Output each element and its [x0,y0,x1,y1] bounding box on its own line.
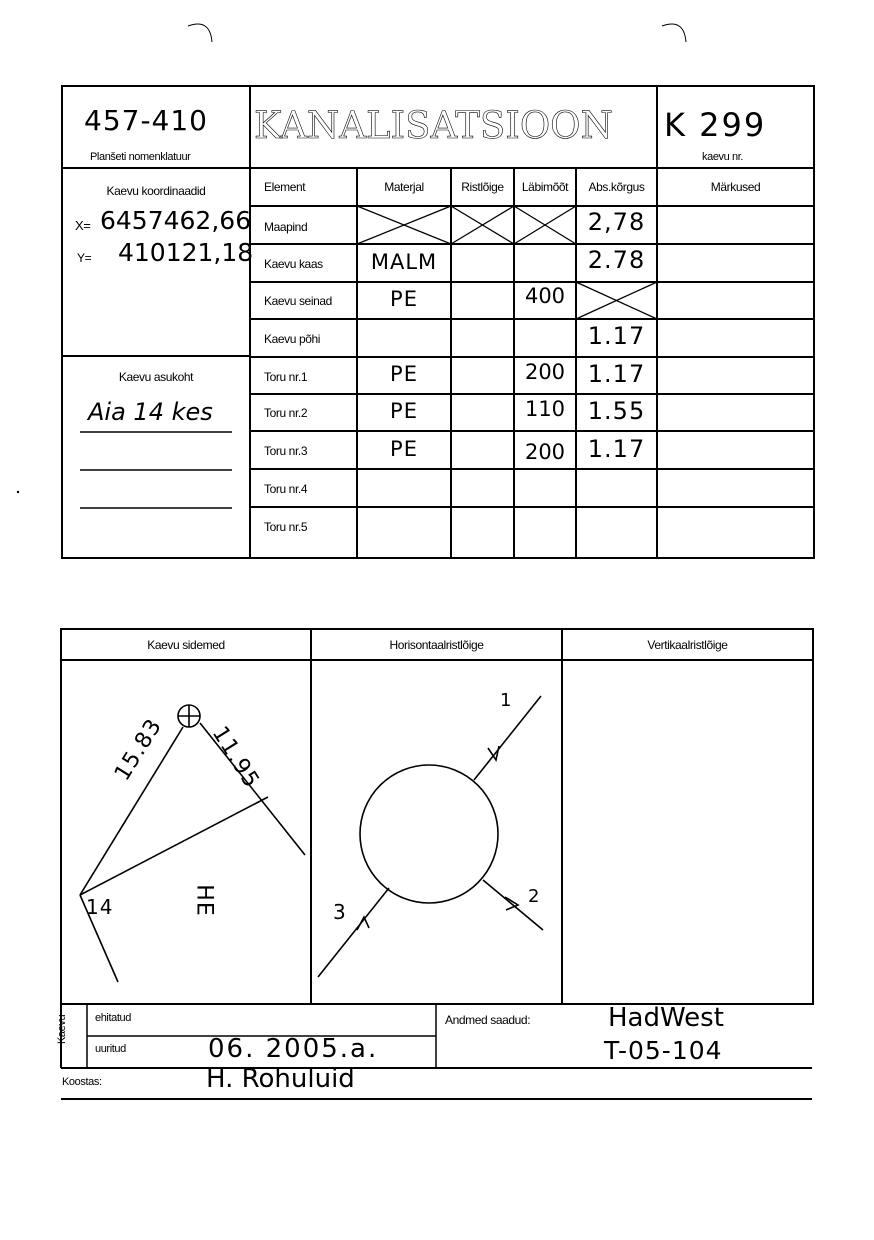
elevation-value: 1.17 [587,322,646,350]
ties-header: Kaevu sidemed [147,638,225,652]
horizontal-section-header: Horisontaalristlõige [389,638,484,652]
row-element: Kaevu kaas [264,257,323,271]
material-value: PE [390,362,418,386]
pipe-label-3: 3 [333,900,347,924]
y-label: Y= [77,251,92,265]
pipe-label-1: 1 [500,690,513,711]
row-element: Maapind [264,220,308,234]
x-coordinate: 6457462,66 [100,206,252,235]
vertical-section-header: Vertikaalristlõige [647,638,728,652]
row-element: Kaevu põhi [264,332,321,346]
building-label: HE [191,884,217,917]
punch-mark-left [188,24,212,42]
location-value: Aia 14 kes [88,398,213,426]
header-ristloige: Ristlõige [461,180,504,194]
material-value: PE [390,437,418,461]
surveyed-date: 06. 2005.a. [208,1034,379,1064]
well-number: K 299 [664,106,767,144]
header-element: Element [264,180,306,194]
tie-distance-1: 15.83 [110,714,168,786]
material-value: MALM [370,250,438,274]
diameter-value: 110 [524,397,566,421]
built-label: ehitatud [95,1012,131,1024]
sheet-number: 457-410 [84,104,208,137]
header-material: Materjal [384,180,424,194]
ties-sketch [80,705,305,982]
material-value: PE [390,399,418,423]
well-circle [360,765,498,903]
elevation-value: 1.17 [587,435,646,463]
source-label: Andmed saadud: [445,1013,531,1027]
punch-mark-right [662,24,686,42]
source-value: HadWest [608,1003,724,1033]
row-element: Toru nr.5 [264,520,308,534]
elevation-value: 2,78 [587,208,646,236]
diameter-value: 200 [524,360,566,384]
elevation-value: 1.17 [587,360,646,388]
row-element: Toru nr.3 [264,444,308,458]
header-korgus: Abs.kõrgus [588,180,645,194]
surveyed-label: uuritud [95,1043,126,1055]
footer-side-label: Kaevu [56,1014,68,1044]
coordinates-label: Kaevu koordinaadid [106,184,206,198]
x-label: X= [75,218,91,233]
well-number-label: kaevu nr. [702,151,744,163]
row-element: Toru nr.1 [264,370,308,384]
y-coordinate: 410121,18 [118,238,254,267]
row-element: Toru nr.4 [264,482,308,496]
horizontal-section-sketch [318,696,543,977]
author-label: Koostas: [62,1076,102,1088]
row-element: Kaevu seinad [264,294,332,308]
row-element: Toru nr.2 [264,406,308,420]
diameter-value: 400 [524,284,566,308]
header-markused: Märkused [710,180,761,194]
elevation-value: 1.55 [587,397,646,425]
form-title: KANALISATSIOON [254,104,613,147]
material-value: PE [390,287,418,311]
location-label: Kaevu asukoht [118,370,194,384]
pipe-label-2: 2 [528,886,541,907]
corner-label: 14 [86,895,114,919]
diameter-value: 200 [524,440,566,464]
header-labimoot: Läbimõõt [521,180,569,194]
elevation-value: 2.78 [587,246,646,274]
author-value: H. Rohuluid [206,1064,355,1094]
sketch-border [61,629,813,1004]
tie-distance-2: 11.95 [206,722,265,793]
source-reference: T-05-104 [604,1036,723,1065]
sheet-number-label: Planšeti nomenklatuur [90,151,191,163]
